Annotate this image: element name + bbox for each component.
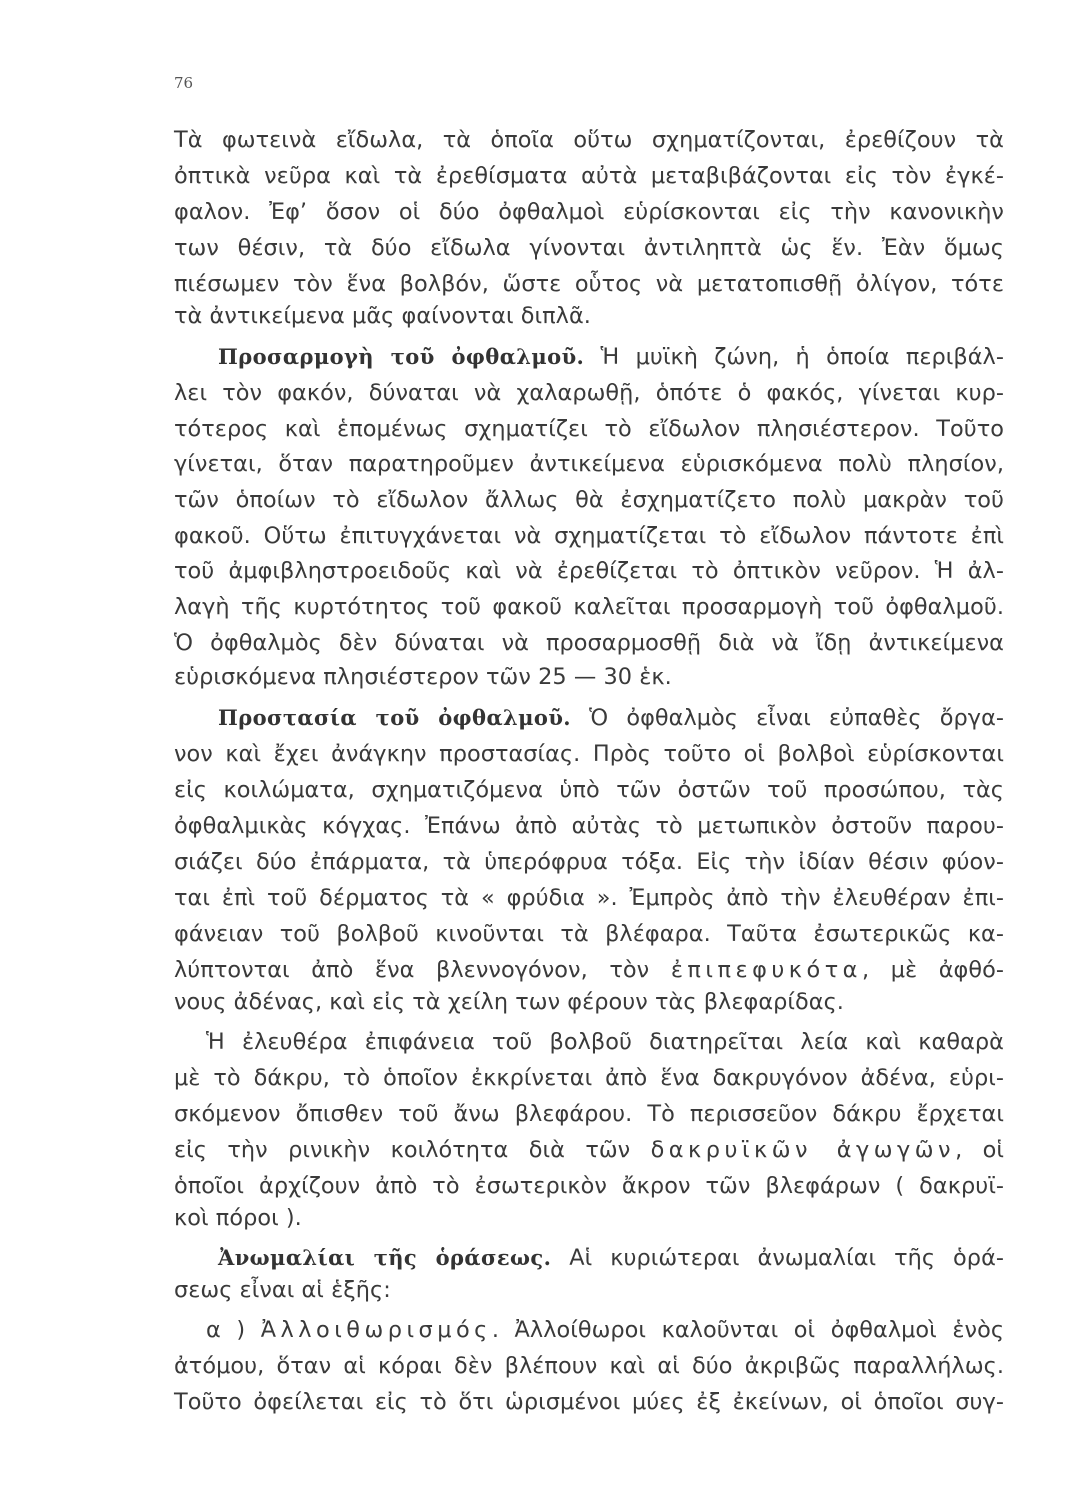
line-text: νους ἀδένας, καὶ εἰς τὰ χείλη των φέρουν τὰς βλεφαρίδας. <box>174 989 844 1015</box>
text-line <box>174 846 1004 878</box>
line-text: Τοῦτο ὀφείλεται εἰς τὸ ὅτι ὡρισμένοι μύες ἐξ ἐκείνων, οἱ ὁποῖοι συγ- <box>174 1389 1004 1415</box>
text-line <box>174 124 1004 156</box>
spaced-term: δακρυϊκῶν ἀγωγῶν <box>650 1137 956 1163</box>
line-text: φαλον. Ἐφ’ ὅσον οἱ δύο ὀφθαλμοὶ εὑρίσκονται εἰς τὴν κανονικὴν <box>174 199 1004 225</box>
line-text: εὑρισκόμενα πλησιέστερον τῶν 25 — 30 ἑκ. <box>174 664 672 690</box>
line-text: σεως εἶναι αἱ ἑξῆς: <box>174 1277 391 1303</box>
spaced-term: ἐπιπεφυκότα <box>670 957 862 983</box>
text-line <box>174 1274 1004 1306</box>
text-line <box>174 1062 1004 1094</box>
text-line <box>174 1134 1004 1166</box>
text-line <box>174 954 1004 986</box>
text-line <box>206 1314 1004 1346</box>
line-text: ὀφθαλμικὰς κόγχας. Ἐπάνω ἀπὸ αὐτὰς τὸ μετωπικὸν ὀστοῦν παρου- <box>174 813 1004 839</box>
line-text: ὁποῖοι ἀρχίζουν ἀπὸ τὸ ἐσωτερικὸν ἄκρον τῶν βλεφάρων ( δακρυϊ- <box>174 1173 1004 1199</box>
text-line <box>174 918 1004 950</box>
line-text: Ὁ ὀφθαλμὸς εἶναι εὐπαθὲς ὄργα- <box>571 705 1005 731</box>
line-text: λύπτονται ἀπὸ ἕνα βλεννογόνον, τὸν <box>174 957 650 983</box>
text-line <box>174 661 1004 693</box>
text-line <box>174 196 1004 228</box>
line-text: , μὲ ἀφθό- <box>861 957 1005 983</box>
line-text: εἰς τὴν ρινικὴν κοιλότητα διὰ τῶν <box>174 1137 631 1163</box>
text-line <box>174 627 1004 659</box>
text-line <box>218 341 1004 373</box>
line-text: Αἱ κυριώτεραι ἀνωμαλίαι τῆς ὁρά- <box>551 1245 1005 1271</box>
text-line <box>218 1242 1004 1274</box>
text-line <box>174 484 1004 516</box>
text-line <box>174 986 1004 1018</box>
page-number: 76 <box>174 74 194 92</box>
text-line <box>174 738 1004 770</box>
line-text: μὲ τὸ δάκρυ, τὸ ὁποῖον ἐκκρίνεται ἀπὸ ἕνα δακρυγόνον ἀδένα, εὑρι- <box>174 1065 1004 1091</box>
line-text: ὀπτικὰ νεῦρα καὶ τὰ ἐρεθίσματα αὐτὰ μεταβιβάζονται εἰς τὸν ἐγκέ- <box>174 163 1004 189</box>
line-text: γίνεται, ὅταν παρατηροῦμεν ἀντικείμενα εὑρισκόμενα πολὺ πλησίον, <box>174 451 1004 477</box>
text-line <box>174 448 1004 480</box>
text-line <box>174 1170 1004 1202</box>
line-text: πιέσωμεν τὸν ἕνα βολβόν, ὥστε οὗτος νὰ μετατοπισθῇ ὀλίγον, τότε <box>174 271 1004 297</box>
text-line <box>174 268 1004 300</box>
text-line <box>174 520 1004 552</box>
text-line <box>174 1386 1004 1418</box>
text-line <box>218 702 1004 734</box>
line-text: τὰ ἀντικείμενα μᾶς φαίνονται διπλᾶ. <box>174 303 591 329</box>
text-line <box>174 232 1004 264</box>
line-text: τότερος καὶ ἑπομένως σχηματίζει τὸ εἴδωλον πλησιέστερον. Τοῦτο <box>174 416 1004 442</box>
text-line <box>174 774 1004 806</box>
text-line <box>174 413 1004 445</box>
text-line <box>174 300 1004 332</box>
line-text: σιάζει δύο ἐπάρματα, τὰ ὑπερόφρυα τόξα. Εἰς τὴν ἰδίαν θέσιν φύον- <box>174 849 1004 875</box>
text-line <box>174 882 1004 914</box>
line-text: κοὶ πόροι ). <box>174 1205 302 1231</box>
list-marker: α ) <box>206 1317 246 1343</box>
section-heading: Ἀνωμαλίαι τῆς ὁράσεως. <box>218 1245 552 1270</box>
line-text: σκόμενον ὄπισθεν τοῦ ἄνω βλεφάρου. Τὸ περισσεῦον δάκρυ ἔρχεται <box>174 1101 1004 1127</box>
spaced-term: Ἀλλοιθωρισμός <box>260 1317 492 1343</box>
text-line <box>174 160 1004 192</box>
text-line <box>174 1098 1004 1130</box>
line-text: των θέσιν, τὰ δύο εἴδωλα γίνονται ἀντιληπτὰ ὡς ἕν. Ἐὰν ὅμως <box>174 235 1004 261</box>
line-text: νον καὶ ἔχει ἀνάγκην προστασίας. Πρὸς τοῦτο οἱ βολβοὶ εὑρίσκονται <box>174 741 1004 767</box>
text-line <box>206 1026 1004 1058</box>
line-text: ται ἐπὶ τοῦ δέρματος τὰ « φρύδια ». Ἐμπρὸς ἀπὸ τὴν ἐλευθέραν ἐπι- <box>174 885 1004 911</box>
line-text: τῶν ὁποίων τὸ εἴδωλον ἄλλως θὰ ἐσχηματίζετο πολὺ μακρὰν τοῦ <box>174 487 1004 513</box>
line-text: Ἡ μυϊκὴ ζώνη, ἡ ὁποία περιβάλ- <box>584 344 1004 370</box>
text-line <box>174 1350 1004 1382</box>
section-heading: Προσαρμογὴ τοῦ ὀφθαλμοῦ. <box>218 344 585 369</box>
line-text: ἀτόμου, ὅταν αἱ κόραι δὲν βλέπουν καὶ αἱ δύο ἀκριβῶς παραλλήλως. <box>174 1353 1004 1379</box>
line-text: . Ἀλλοίθωροι καλοῦνται οἱ ὀφθαλμοὶ ἑνὸς <box>491 1317 1005 1343</box>
text-line <box>174 555 1004 587</box>
text-line <box>174 377 1004 409</box>
line-text: Τὰ φωτεινὰ εἴδωλα, τὰ ὁποῖα οὕτω σχηματίζονται, ἐρεθίζουν τὰ <box>174 127 1004 153</box>
text-line <box>174 810 1004 842</box>
line-text: φάνειαν τοῦ βολβοῦ κινοῦνται τὰ βλέφαρα. Ταῦτα ἐσωτερικῶς κα- <box>174 921 1004 947</box>
text-line <box>174 1202 1004 1234</box>
line-text: Ἡ ἐλευθέρα ἐπιφάνεια τοῦ βολβοῦ διατηρεῖται λεία καὶ καθαρὰ <box>206 1029 1004 1055</box>
line-text: εἰς κοιλώματα, σχηματιζόμενα ὑπὸ τῶν ὀστῶν τοῦ προσώπου, τὰς <box>174 777 1004 803</box>
line-text: τοῦ ἀμφιβληστροειδοῦς καὶ νὰ ἐρεθίζεται τὸ ὀπτικὸν νεῦρον. Ἡ ἀλ- <box>174 558 1004 584</box>
line-text: φακοῦ. Οὕτω ἐπιτυγχάνεται νὰ σχηματίζεται τὸ εἴδωλον πάντοτε ἐπὶ <box>174 523 1004 549</box>
line-text: λαγὴ τῆς κυρτότητος τοῦ φακοῦ καλεῖται προσαρμογὴ τοῦ ὀφθαλμοῦ. <box>174 594 1004 620</box>
section-heading: Προστασία τοῦ ὀφθαλμοῦ. <box>218 705 572 730</box>
line-text: Ὁ ὀφθαλμὸς δὲν δύναται νὰ προσαρμοσθῇ διὰ νὰ ἴδῃ ἀντικείμενα <box>174 630 1004 656</box>
text-line <box>174 591 1004 623</box>
line-text: λει τὸν φακόν, δύναται νὰ χαλαρωθῇ, ὁπότε ὁ φακός, γίνεται κυρ- <box>174 380 1004 406</box>
line-text: , οἱ <box>955 1137 1004 1163</box>
